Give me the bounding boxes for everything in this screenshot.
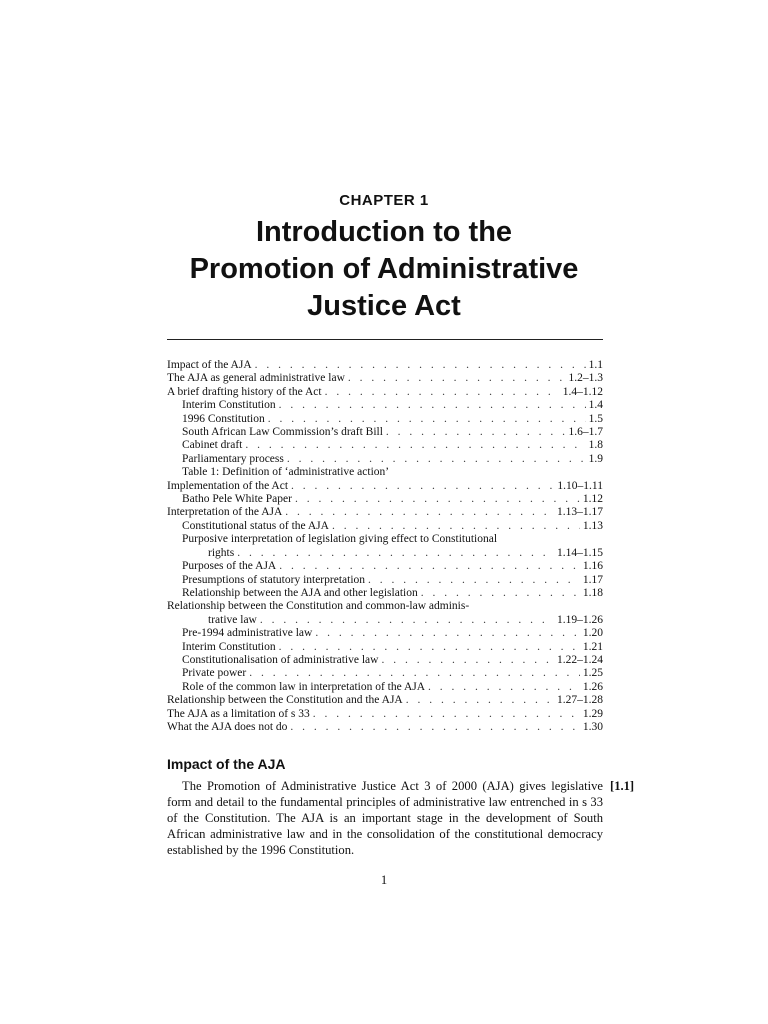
toc-dot-leader [315,627,580,640]
toc-entry [167,560,603,573]
toc-entry-title: Interim Constitution [182,399,276,412]
toc-entry-paragraph-ref: 1.13–1.17 [557,506,603,519]
toc-entry-title: Interpretation of the AJA [167,506,283,519]
toc-entry-title: The AJA as a limitation of s 33 [167,707,310,720]
toc-entry-title: Relationship between the AJA and other legislation [182,586,418,599]
toc-entry-paragraph-ref: 1.8 [588,439,603,452]
toc-dot-leader [287,453,586,466]
toc-entry [167,466,603,479]
toc-entry-title: Relationship between the Constitution and common-law adminis- [167,600,470,613]
toc-entry [167,453,603,466]
toc-entry-paragraph-ref: 1.17 [582,573,603,586]
toc-entry-paragraph-ref: 1.9 [588,452,603,465]
toc-entry-title: rights [208,546,235,559]
toc-entry-paragraph-ref: 1.27–1.28 [557,694,603,707]
toc-entry-paragraph-ref: 1.1 [588,359,603,371]
toc-entry-title: Purposive interpretation of legislation giving effect to Constitutional [182,533,498,546]
toc-entry-paragraph-ref: 1.29 [582,707,603,720]
toc-dot-leader [386,426,566,439]
toc-entry-paragraph-ref: 1.21 [582,640,603,653]
toc-entry-title: Presumptions of statutory interpretation [182,573,366,586]
toc-entry [167,520,603,533]
toc-entry-title: Cabinet draft [182,439,243,452]
toc-dot-leader [332,520,580,533]
toc-entry-paragraph-ref: 1.18 [582,586,603,599]
toc-dot-leader [268,413,586,426]
toc-entry-paragraph-ref: 1.4 [588,399,603,412]
toc-dot-leader [237,547,554,560]
toc-entry-title: 1996 Constitution [182,412,265,425]
chapter-title-line: Justice Act [307,290,461,322]
toc-dot-leader [290,721,579,734]
toc-entry-title: Interim Constitution [182,640,276,653]
toc-entry-title: South African Law Commission’s draft Bill [182,426,383,439]
toc-dot-leader [285,506,554,519]
toc-entry-title: Implementation of the Act [167,479,289,492]
toc-dot-leader [255,359,586,372]
toc-entry [167,359,603,372]
toc-entry [167,480,603,493]
toc-entry-paragraph-ref: 1.6–1.7 [568,426,603,439]
table-of-contents [167,359,603,734]
toc-entry [167,493,603,506]
page-number: 1 [380,873,388,887]
chapter-title [0,214,768,325]
toc-entry-paragraph-ref: 1.14–1.15 [557,546,603,559]
toc-dot-leader [325,386,560,399]
toc-entry [167,413,603,426]
toc-entry-paragraph-ref: 1.12 [582,493,603,506]
toc-entry-title: What the AJA does not do [167,720,288,733]
toc-entry-title: Private power [182,667,247,680]
chapter-label: CHAPTER 1 [339,192,429,209]
toc-entry-title: trative law [208,613,257,626]
toc-entry-paragraph-ref: 1.16 [582,560,603,573]
toc-entry-title: Pre-1994 administrative law [182,627,313,640]
toc-entry-title: Role of the common law in interpretation of the AJA [182,680,426,693]
toc-dot-leader [260,614,554,627]
toc-entry-paragraph-ref: 1.22–1.24 [557,653,603,666]
toc-entry-paragraph-ref: 1.25 [582,667,603,680]
toc-entry [167,547,603,560]
toc-entry-paragraph-ref: 1.13 [582,519,603,532]
toc-dot-leader [381,654,554,667]
toc-dot-leader [279,399,586,412]
toc-dot-leader [428,681,580,694]
toc-dot-leader [368,574,580,587]
toc-entry [167,372,603,385]
toc-entry [167,694,603,707]
toc-dot-leader [348,372,566,385]
toc-dot-leader [249,667,580,680]
toc-dot-leader [406,694,554,707]
toc-entry [167,681,603,694]
toc-entry [167,533,603,546]
toc-entry [167,614,603,627]
toc-entry [167,587,603,600]
toc-entry-paragraph-ref: 1.30 [582,720,603,733]
toc-entry [167,667,603,680]
toc-entry-paragraph-ref: 1.19–1.26 [557,613,603,626]
toc-dot-leader [295,493,580,506]
toc-entry [167,439,603,452]
paragraph-text: The Promotion of Administrative Justice Act 3 of 2000 (AJA) gives legislative form and detail to the fundamental principles of administrative law entrenched in s 33 of the Constitution. The AJA is an important stage in the development of South African administrative law and in the consolidation of the constitutional democracy established by the 1996 Constitution. [167,779,603,857]
toc-entry-title: Constitutionalisation of administrative law [182,653,379,666]
toc-dot-leader [421,587,580,600]
title-divider [167,339,603,340]
toc-entry-paragraph-ref: 1.2–1.3 [568,372,603,385]
toc-entry-paragraph-ref: 1.10–1.11 [557,479,603,492]
toc-entry [167,399,603,412]
toc-dot-leader [291,480,554,493]
toc-entry-paragraph-ref: 1.4–1.12 [562,385,603,398]
toc-dot-leader [313,708,580,721]
toc-entry-title: Table 1: Definition of ‘administrative action’ [182,466,390,479]
toc-entry [167,641,603,654]
toc-entry [167,386,603,399]
toc-entry-title: Impact of the AJA [167,359,252,371]
chapter-title-line: Introduction to the [255,216,513,248]
toc-dot-leader [245,439,585,452]
toc-dot-leader [279,560,580,573]
toc-entry-title: Relationship between the Constitution and the AJA [167,694,403,707]
toc-entry-title: Parliamentary process [182,452,284,465]
toc-entry-title: Purposes of the AJA [182,560,277,573]
toc-entry [167,654,603,667]
toc-entry-title: Constitutional status of the AJA [182,519,329,532]
paragraph-reference: [1.1] [610,779,635,793]
chapter-title-line: Promotion of Administrative [189,253,579,285]
toc-entry-title: A brief drafting history of the Act [167,385,322,398]
body-paragraph [167,778,603,858]
toc-entry-paragraph-ref: 1.20 [582,627,603,640]
toc-entry [167,721,603,734]
toc-entry [167,600,603,613]
toc-entry [167,627,603,640]
toc-entry-paragraph-ref: 1.5 [588,412,603,425]
toc-entry-title: The AJA as general administrative law [167,372,345,385]
toc-dot-leader [279,641,580,654]
toc-entry-title: Batho Pele White Paper [182,493,292,506]
toc-entry [167,426,603,439]
toc-entry [167,708,603,721]
toc-entry-paragraph-ref: 1.26 [582,680,603,693]
toc-entry [167,574,603,587]
section-heading: Impact of the AJA [167,756,286,772]
toc-entry [167,506,603,519]
